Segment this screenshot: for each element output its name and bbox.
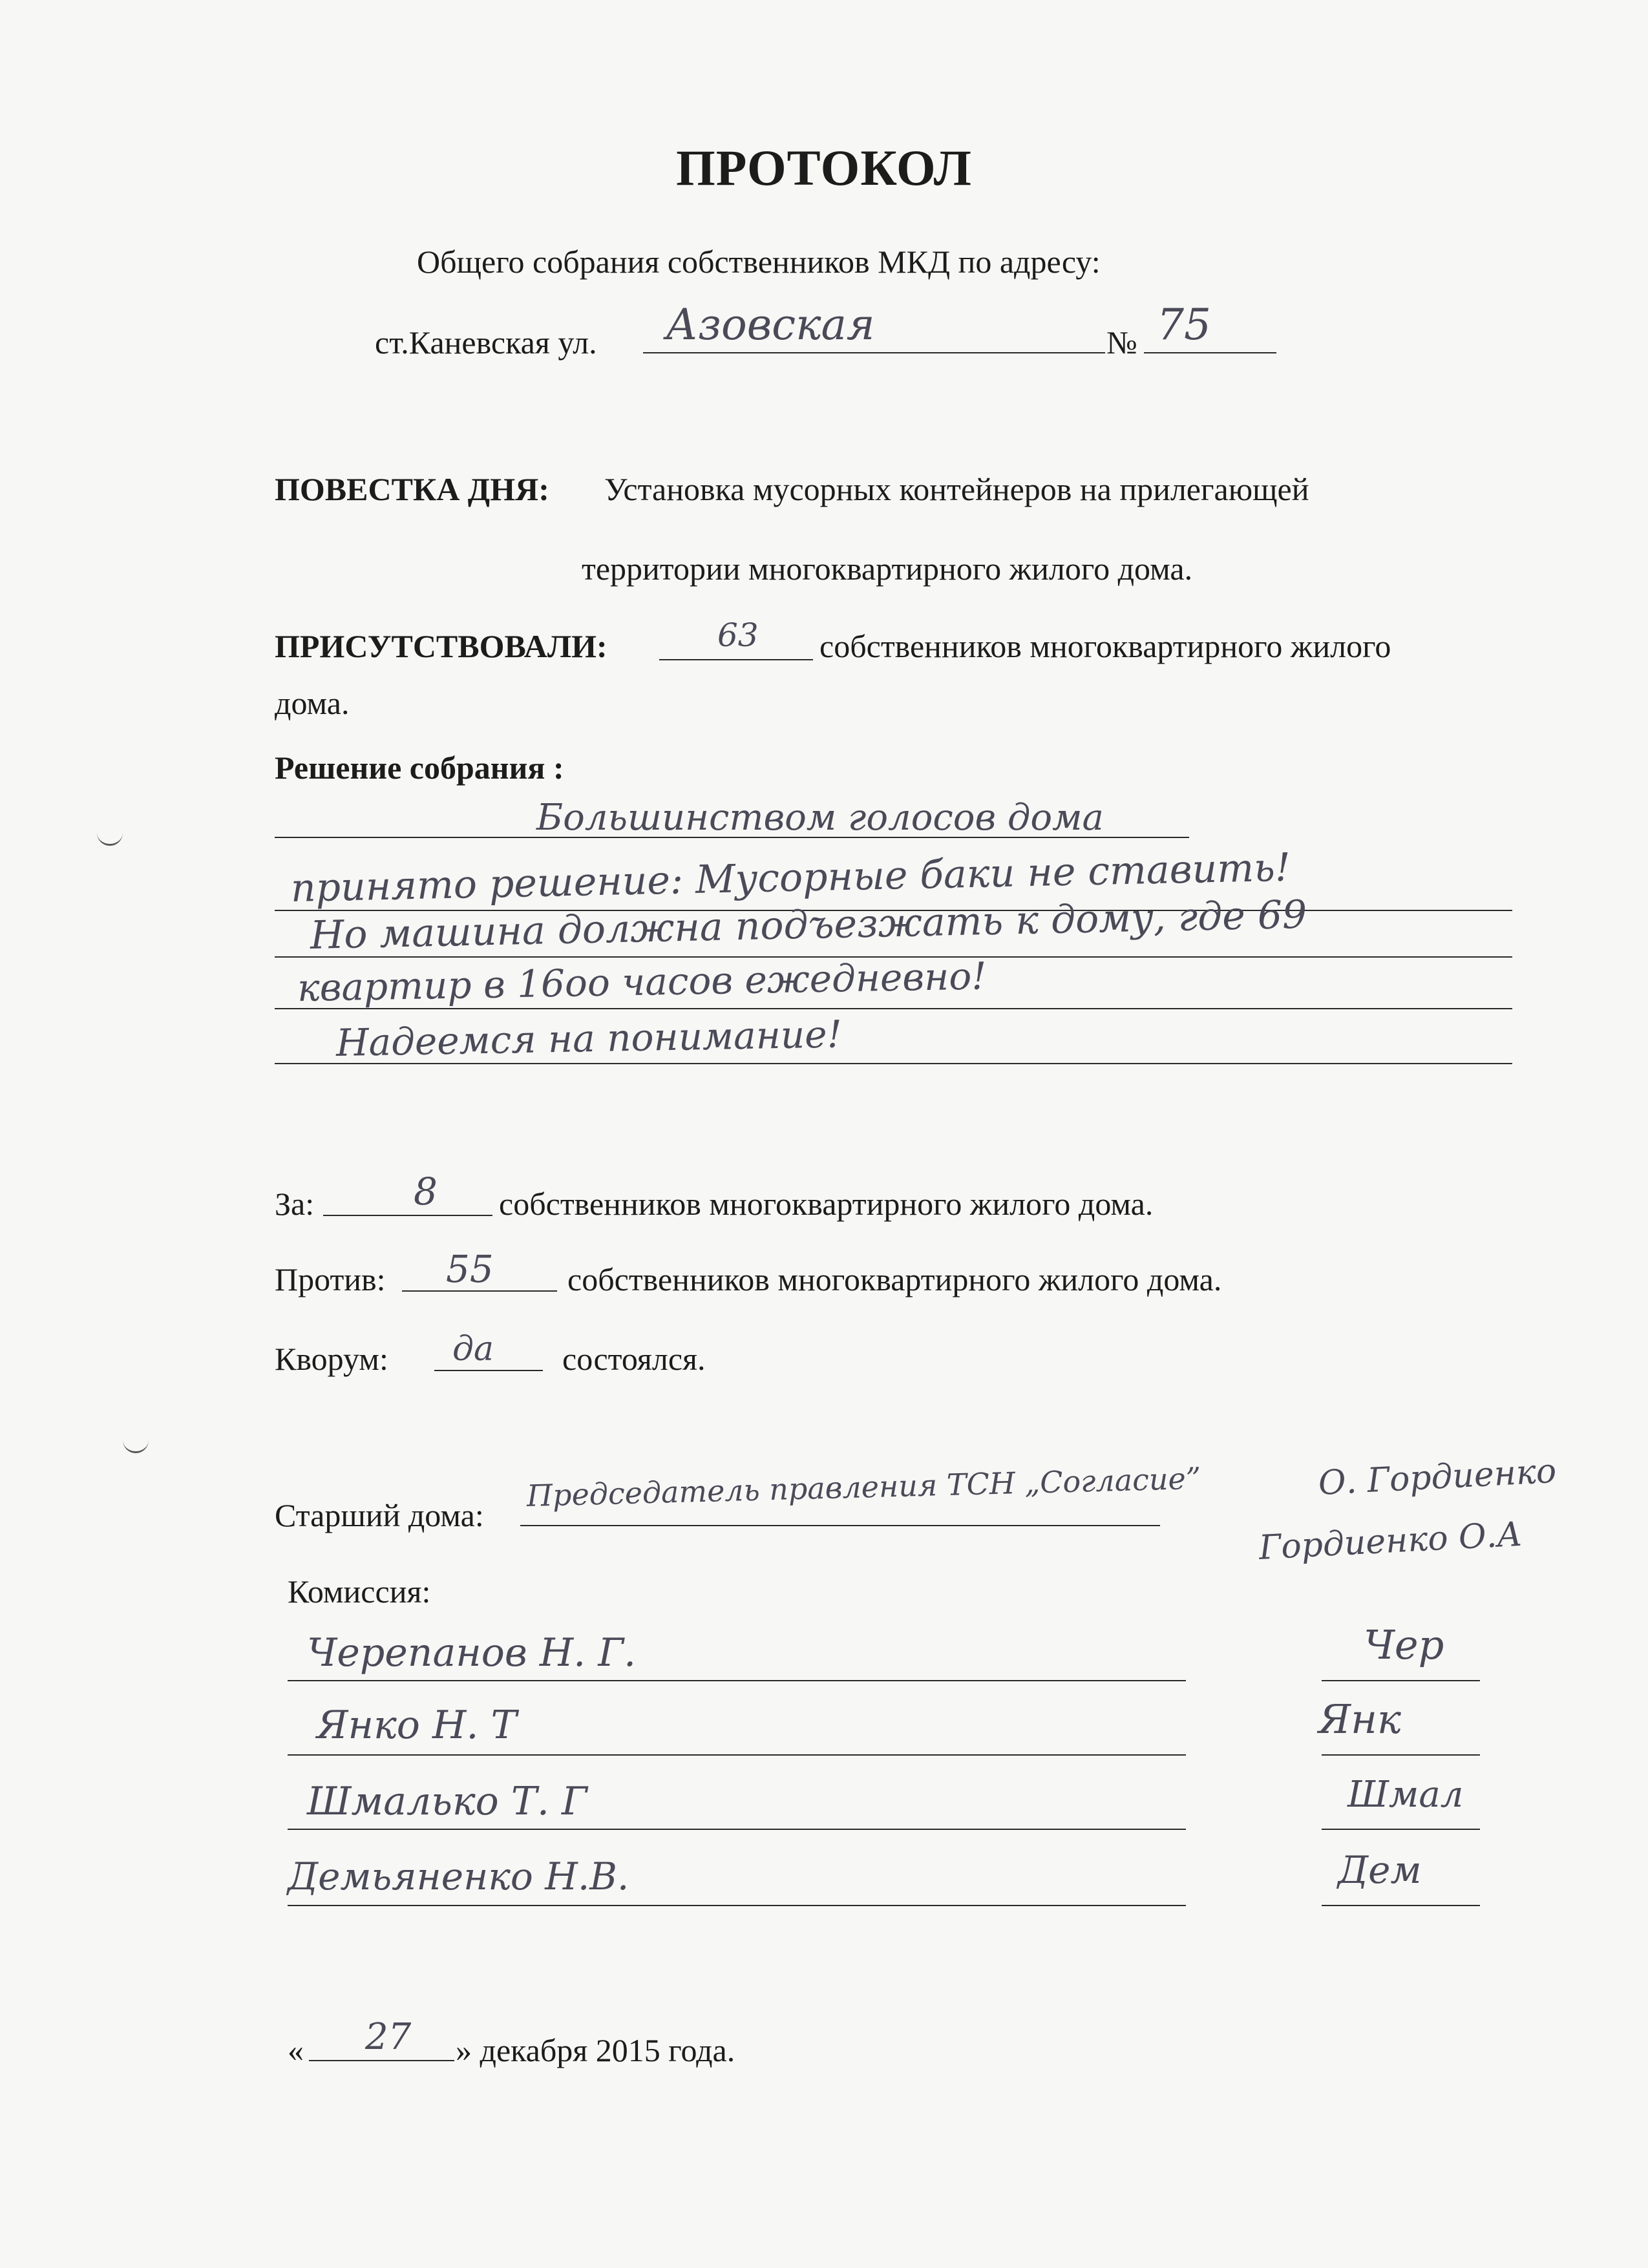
street-underline — [643, 352, 1105, 353]
subtitle: Общего собрания собственников МКД по адресу: — [417, 244, 1101, 280]
decision-underline-4 — [275, 1008, 1512, 1009]
against-count: 55 — [446, 1247, 494, 1291]
against-text: собственников многоквартирного жилого дома. — [567, 1261, 1222, 1297]
number-label: № — [1106, 324, 1137, 361]
commission-underline-2 — [288, 1754, 1186, 1756]
attendance-label: ПРИСУТСТВОВАЛИ: — [275, 628, 607, 664]
page-title: ПРОТОКОЛ — [676, 140, 972, 196]
commission-member-1: Черепанов Н. Г. — [307, 1630, 637, 1675]
decision-line-1: Большинством голосов дома — [536, 797, 1104, 839]
elder-value: Председатель правления ТСН „Согласие” — [526, 1460, 1201, 1513]
date-day: 27 — [365, 2016, 412, 2058]
commission-signature-3: Шмал — [1347, 1774, 1464, 1816]
commission-signature-4: Дем — [1338, 1848, 1422, 1892]
address-prefix: ст.Каневская ул. — [375, 324, 597, 361]
margin-mark-1 — [97, 832, 123, 846]
decision-underline-5 — [275, 1063, 1512, 1064]
commission-signature-2: Янк — [1318, 1696, 1401, 1743]
date-day-underline — [309, 2060, 454, 2061]
decision-label: Решение собрания : — [275, 750, 564, 786]
agenda-label: ПОВЕСТКА ДНЯ: — [275, 471, 549, 507]
agenda-line-1: Установка мусорных контейнеров на прилегающей — [604, 471, 1309, 507]
commission-member-2: Янко Н. Т — [317, 1703, 517, 1748]
street-name: Азовская — [666, 300, 875, 350]
margin-mark-2 — [123, 1440, 149, 1453]
commission-underline-4 — [288, 1905, 1186, 1906]
for-text: собственников многоквартирного жилого дома. — [499, 1186, 1154, 1222]
elder-label: Старший дома: — [275, 1497, 484, 1533]
signature-underline-4 — [1322, 1905, 1480, 1906]
commission-underline-1 — [288, 1680, 1186, 1681]
signature-underline-2 — [1322, 1754, 1480, 1756]
for-underline — [323, 1215, 492, 1216]
elder-signature: О. Гордиенко — [1317, 1451, 1558, 1503]
attendance-text-2: дома. — [275, 685, 350, 721]
commission-signature-1: Чер — [1364, 1621, 1444, 1668]
commission-label: Комиссия: — [288, 1573, 431, 1610]
date-rest: » декабря 2015 года. — [456, 2032, 735, 2068]
commission-member-3: Шмалько Т. Г — [307, 1779, 587, 1824]
commission-underline-3 — [288, 1829, 1186, 1830]
decision-line-2: принято решение: Мусорные баки не ставить! — [290, 845, 1291, 911]
attendance-text-1: собственников многоквартирного жилого — [819, 628, 1391, 664]
date-open-quote: « — [288, 2032, 304, 2068]
number-underline — [1144, 352, 1276, 353]
signature-underline-1 — [1322, 1680, 1480, 1681]
decision-line-4: квартир в 16оо часов ежедневно! — [297, 954, 988, 1010]
agenda-line-2: территории многоквартирного жилого дома. — [582, 551, 1193, 587]
quorum-label: Кворум: — [275, 1341, 388, 1377]
quorum-value: да — [452, 1330, 494, 1369]
for-count: 8 — [414, 1170, 438, 1213]
elder-signature-name: Гордиенко О.А — [1258, 1515, 1523, 1568]
against-label: Против: — [275, 1261, 386, 1297]
decision-line-3: Но машина должна подъезжать к дому, где 69 — [310, 892, 1307, 958]
quorum-text: состоялся. — [562, 1341, 706, 1377]
signature-underline-3 — [1322, 1829, 1480, 1830]
house-number: 75 — [1157, 300, 1211, 350]
attendance-count: 63 — [717, 616, 759, 654]
quorum-underline — [434, 1370, 543, 1371]
attendance-underline — [659, 659, 813, 660]
commission-member-4: Демьяненко Н.В. — [288, 1854, 629, 1898]
elder-underline — [520, 1525, 1160, 1526]
decision-line-5: Надеемся на понимание! — [335, 1012, 843, 1065]
for-label: За: — [275, 1186, 315, 1222]
